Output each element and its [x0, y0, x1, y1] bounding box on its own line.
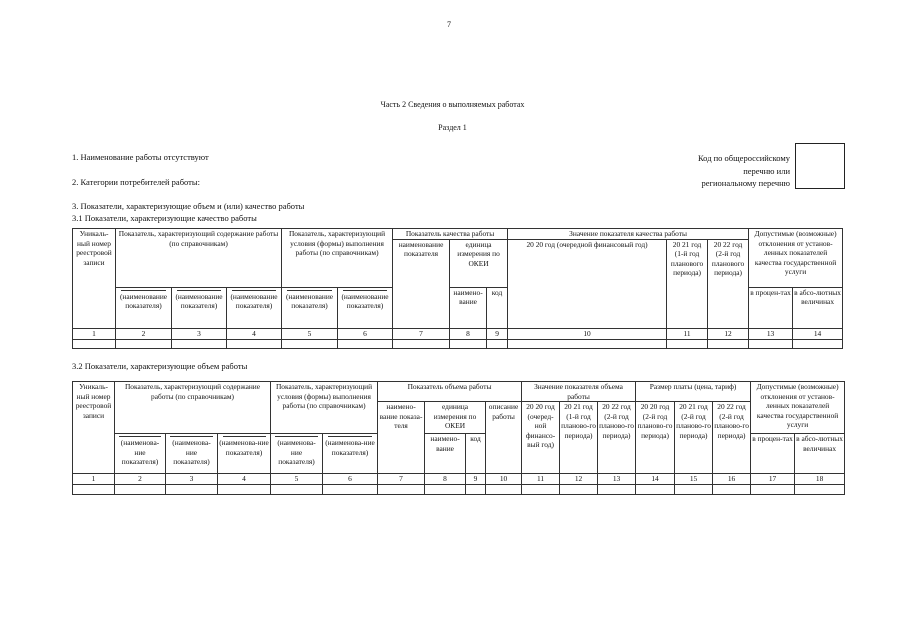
- col-num: 7: [393, 328, 450, 339]
- col-deviation: Допустимые (возможные) отклонения от установ-ленных показателей качества государственной услуги: [751, 382, 845, 434]
- table-row: [73, 339, 843, 348]
- col-num: 3: [172, 328, 227, 339]
- col-volume-name: наимено-вание показа-теля: [378, 402, 425, 474]
- col-num: 16: [713, 474, 751, 485]
- data-cell[interactable]: [751, 485, 795, 495]
- col-num: 11: [522, 474, 560, 485]
- col-year-2022: 20 22 год (2-й год планового периода): [708, 239, 749, 328]
- col-okei-unit: единица измерения по ОКЕИ: [425, 402, 486, 434]
- col-deviation-absolute: в абсо-лютных величинах: [795, 434, 845, 474]
- col-quality-value: Значение показателя качества работы: [508, 229, 749, 240]
- sub-indicator-5-text: (наименование показателя): [341, 291, 389, 310]
- col-num: 14: [636, 474, 675, 485]
- col-unit-code: код: [466, 434, 486, 474]
- sub-indicator-2-text: (наименование показателя): [175, 291, 223, 310]
- data-cell[interactable]: [795, 485, 845, 495]
- col-fee: Размер платы (цена, тариф): [636, 382, 751, 402]
- data-cell[interactable]: [749, 339, 793, 348]
- data-cell[interactable]: [73, 339, 116, 348]
- indicators-heading: 3. Показатели, характеризующие объем и (или) качество работы: [72, 201, 305, 211]
- part-title: Часть 2 Сведения о выполняемых работах: [380, 100, 525, 109]
- col-fee-2021: 20 21 год (2-й год планово-го периода): [675, 402, 713, 474]
- col-num: 5: [271, 474, 323, 485]
- data-cell[interactable]: [323, 485, 378, 495]
- sub-indicator-5-text: (наименова-ние показателя): [325, 438, 375, 457]
- col-num: 13: [749, 328, 793, 339]
- data-cell[interactable]: [338, 339, 393, 348]
- col-num: 2: [115, 474, 166, 485]
- data-cell[interactable]: [667, 339, 708, 348]
- page-number: 7: [447, 20, 451, 29]
- data-cell[interactable]: [708, 339, 749, 348]
- volume-indicators-heading: 3.2 Показатели, характеризующие объем работы: [72, 361, 248, 371]
- sub-indicator-1: [115, 434, 166, 474]
- data-cell[interactable]: [466, 485, 486, 495]
- data-cell[interactable]: [636, 485, 675, 495]
- col-quality-indicator: Показатель качества работы: [393, 229, 508, 240]
- sub-indicator-4-text: (наименование показателя): [285, 291, 334, 310]
- data-cell[interactable]: [378, 485, 425, 495]
- sub-indicator-4-text: (наименова-ние показателя): [277, 438, 316, 466]
- col-num: 3: [166, 474, 218, 485]
- consumer-category-line: 2. Категории потребителей работы:: [72, 177, 200, 187]
- col-num: 9: [487, 328, 508, 339]
- data-cell[interactable]: [522, 485, 560, 495]
- col-unique-number: Уникаль-ный номер реестровой записи: [73, 229, 116, 329]
- col-num: 17: [751, 474, 795, 485]
- col-num: 6: [323, 474, 378, 485]
- code-label: [650, 152, 790, 190]
- col-num: 12: [708, 328, 749, 339]
- sub-indicator-2: [172, 287, 227, 328]
- quality-table: [72, 228, 843, 349]
- sub-indicator-2-text: (наименова-ние показателя): [172, 438, 211, 466]
- data-cell[interactable]: [218, 485, 271, 495]
- col-year-2021: 20 21 год (1-й год планового периода): [667, 239, 708, 328]
- sub-indicator-3-text: (наименова-ние показателя): [219, 438, 269, 457]
- work-name-line: 1. Наименование работы отсутствуют: [72, 152, 209, 162]
- col-volume-2022: 20 22 год (2-й год планово-го периода): [598, 402, 636, 474]
- data-cell[interactable]: [486, 485, 522, 495]
- col-num: 11: [667, 328, 708, 339]
- data-cell[interactable]: [271, 485, 323, 495]
- col-num: 5: [282, 328, 338, 339]
- data-cell[interactable]: [282, 339, 338, 348]
- col-num: 8: [450, 328, 487, 339]
- col-num: 15: [675, 474, 713, 485]
- data-cell[interactable]: [393, 339, 450, 348]
- col-num: 6: [338, 328, 393, 339]
- column-number-row: [73, 474, 845, 485]
- col-num: 1: [73, 474, 115, 485]
- col-deviation-percent: в процен-тах: [751, 434, 795, 474]
- col-deviation-percent: в процен-тах: [749, 287, 793, 328]
- col-num: 2: [116, 328, 172, 339]
- col-num: 10: [508, 328, 667, 339]
- col-num: 9: [466, 474, 486, 485]
- sub-indicator-3: [218, 434, 271, 474]
- col-unit-name: наимено-вание: [425, 434, 466, 474]
- sub-indicator-3: [227, 287, 282, 328]
- col-num: 1: [73, 328, 116, 339]
- table-row: [73, 485, 845, 495]
- column-number-row: [73, 328, 843, 339]
- code-label-line-1: Код по общероссийскому: [697, 153, 790, 163]
- sub-indicator-1-text: (наименование показателя): [119, 291, 168, 310]
- col-volume-value: Значение показателя объема работы: [522, 382, 636, 402]
- sub-indicator-2: [166, 434, 218, 474]
- code-label-line-3: региональному перечню: [701, 178, 790, 188]
- col-deviation-absolute: в абсо-лютных величинах: [793, 287, 843, 328]
- col-unique-number: Уникаль-ный номер реестровой записи: [73, 382, 115, 474]
- data-cell[interactable]: [166, 485, 218, 495]
- volume-table: [72, 381, 845, 495]
- col-volume-2021: 20 21 год (1-й год планово-го периода): [560, 402, 598, 474]
- data-cell[interactable]: [116, 339, 172, 348]
- data-cell[interactable]: [227, 339, 282, 348]
- code-label-line-2: перечню или: [743, 165, 790, 176]
- col-content-indicator: Показатель, характеризующий содержание работы (по справочникам): [115, 382, 271, 434]
- data-cell[interactable]: [793, 339, 843, 348]
- col-fee-2022: 20 22 год (2-й год планово-го периода): [713, 402, 751, 474]
- sub-indicator-1: [116, 287, 172, 328]
- col-unit-code: код: [487, 287, 508, 328]
- col-okei-unit: единица измерения по ОКЕИ: [450, 239, 508, 287]
- quality-indicators-heading: 3.1 Показатели, характеризующие качество работы: [72, 213, 257, 223]
- sub-indicator-5: [338, 287, 393, 328]
- data-cell[interactable]: [450, 339, 487, 348]
- data-cell[interactable]: [560, 485, 598, 495]
- col-fee-2020: 20 20 год (2-й год планово-го периода): [636, 402, 675, 474]
- col-num: 4: [218, 474, 271, 485]
- col-content-indicator: Показатель, характеризующий содержание работы (по справочникам): [116, 229, 282, 288]
- col-num: 10: [486, 474, 522, 485]
- col-work-description: описание работы: [486, 402, 522, 474]
- col-unit-name: наимено-вание: [450, 287, 487, 328]
- data-cell[interactable]: [713, 485, 751, 495]
- sub-indicator-4: [282, 287, 338, 328]
- col-condition-indicator: Показатель, характеризующий условия (формы) выполнения работы (по справочникам): [282, 229, 393, 288]
- data-cell[interactable]: [487, 339, 508, 348]
- col-volume-2020: 20 20 год (очеред-ной финансо-вый год): [522, 402, 560, 474]
- sub-indicator-4: [271, 434, 323, 474]
- data-cell[interactable]: [425, 485, 466, 495]
- col-num: 7: [378, 474, 425, 485]
- sub-indicator-3-text: (наименование показателя): [230, 291, 278, 310]
- col-num: 14: [793, 328, 843, 339]
- col-quality-name: наименование показателя: [393, 239, 450, 328]
- data-cell[interactable]: [675, 485, 713, 495]
- code-box[interactable]: [795, 143, 845, 189]
- col-num: 13: [598, 474, 636, 485]
- data-cell[interactable]: [115, 485, 166, 495]
- data-cell[interactable]: [73, 485, 115, 495]
- col-condition-indicator: Показатель, характеризующий условия (формы) выполнения работы (по справочникам): [271, 382, 378, 434]
- col-deviation: Допустимые (возможные) отклонения от установ-ленных показателей качества государственной услуги: [749, 229, 843, 288]
- col-year-2020: 20 20 год (очередной финансовый год): [508, 239, 667, 328]
- col-num: 4: [227, 328, 282, 339]
- col-num: 12: [560, 474, 598, 485]
- col-volume-indicator: Показатель объема работы: [378, 382, 522, 402]
- sub-indicator-1-text: (наименова-ние показателя): [120, 438, 160, 466]
- col-num: 8: [425, 474, 466, 485]
- sub-indicator-5: [323, 434, 378, 474]
- col-num: 18: [795, 474, 845, 485]
- data-cell[interactable]: [508, 339, 667, 348]
- data-cell[interactable]: [598, 485, 636, 495]
- section-title: Раздел 1: [438, 123, 467, 132]
- data-cell[interactable]: [172, 339, 227, 348]
